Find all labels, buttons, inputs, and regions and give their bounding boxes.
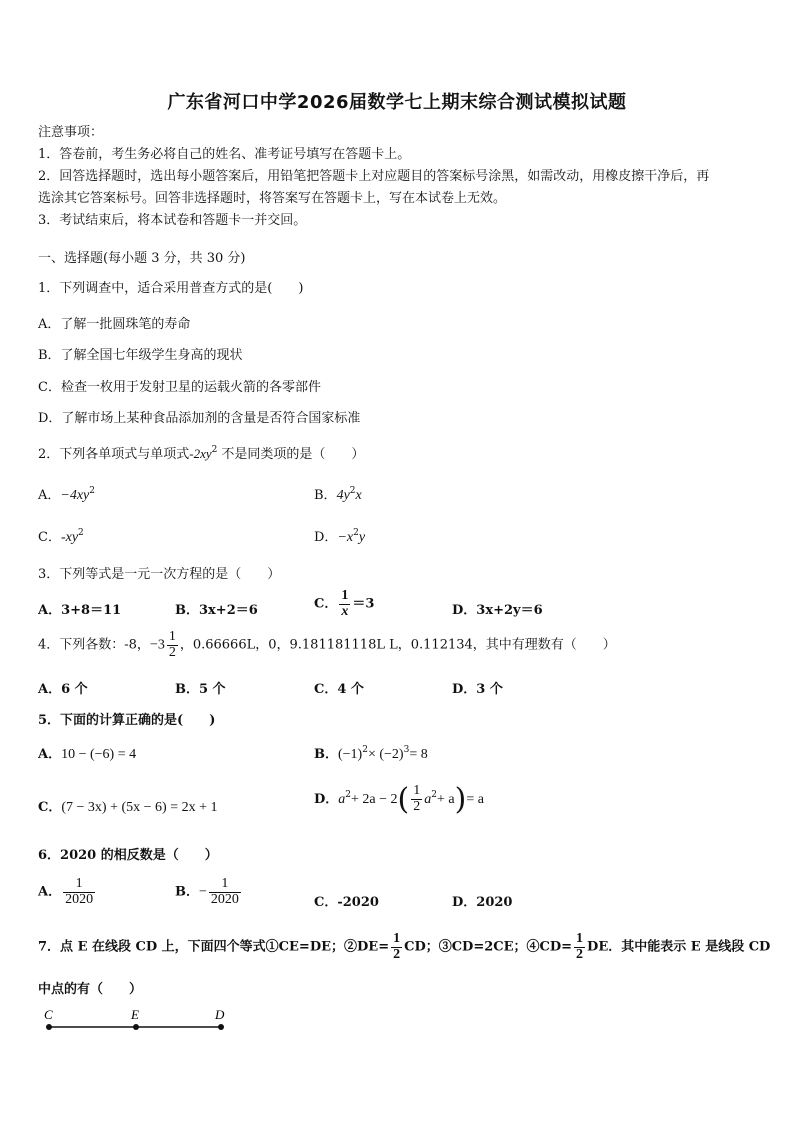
q2-option-d: D．$-x^2y$ [314,528,366,545]
section-heading: 一、选择题(每小题 3 分，共 30 分) [38,251,246,266]
q2-option-b: B．$4y^2x$ [314,486,362,503]
q1-option-c: C．检查一枚用于发射卫星的运载火箭的各零部件 [38,380,321,395]
q3-c-fraction: $\frac{1}{x}$ [341,588,349,619]
q6-option-d: D．2020 [452,895,513,910]
q4-option-c: C．4 个 [314,682,364,697]
point-d-dot [218,1024,224,1030]
q5-option-c: C．(7 − 3x) + (5x − 6) = 2x + 1 [38,800,218,815]
q7-half-fraction-2: $\frac{1}{2}$ [576,931,584,962]
q1-option-a: A．了解一批圆珠笔的寿命 [38,317,191,332]
q5-c-expr: (7 − 3x) + (5x − 6) = 2x + 1 [61,800,218,815]
notice-heading: 注意事项： [38,125,104,140]
q3-stem: 3．下列等式是一元一次方程的是（ ） [38,567,281,582]
q7-stem: 7．点 E 在线段 CD 上，下面四个等式①CE=DE；②DE= $\frac{1}{2}$ CD；③CD=2CE；④CD= $\frac{1}{2}$ DE．其中能表示 E 是线段 CD [38,931,771,962]
q2-option-c: C．$-xy^2$ [38,528,84,545]
q4-stem: 4．下列各数：-8，−3 $\frac{1}{2}$ ，0.66666L，0，9.181181118L L，0.112134，其中有理数有（ ） [38,629,616,660]
q3-option-c: C． $\frac{1}{x}$ ＝3 [314,588,375,619]
q2-c-expr: -xy [60,530,79,545]
q2-b-expr: 4y [336,488,350,503]
q2-option-a: A．$-4xy^2$ [38,486,95,503]
q6-a-fraction: $\frac{1}{2020}$ [65,876,94,907]
q2-d-expr: −x [337,530,354,545]
point-c-label: C [44,1007,53,1022]
q5-a-expr: 10 − (−6) = 4 [61,747,137,762]
q5-option-a: A．10 − (−6) = 4 [38,747,137,762]
q3-option-a: A．3+8＝11 [38,603,122,618]
q5-option-d: D．$a^2+ 2a - 2$( $\frac{1}{2}$ $a^2+ a)= a$ [314,782,484,817]
q6-option-a: A． $\frac{1}{2020}$ [38,876,94,907]
q7-stem-cont: 中点的有（ ） [38,982,143,997]
q3-option-b: B．3x+2＝6 [175,603,258,618]
q5-option-b: B．$(-1)^2\times (-2)^3= 8$ [314,745,428,762]
q3-option-d: D．3x+2y＝6 [452,603,543,618]
q1-option-d: D．了解市场上某种食品添加剂的含量是否符合国家标准 [38,411,361,426]
q6-stem: 6．2020 的相反数是（ ） [38,848,218,863]
q2-stem-exp: 2 [211,445,218,455]
notice-item-2-cont: 选涂其它答案标号。回答非选择题时，将答案写在答题卡上，写在本试卷上无效。 [38,191,507,206]
q6-option-c: C．-2020 [314,895,379,910]
q4-option-b: B．5 个 [175,682,226,697]
q5-d-fraction: $\frac{1}{2}$ [413,783,421,814]
point-c-dot [46,1024,52,1030]
q3-b-expr: 3x+2＝6 [199,603,258,618]
segment-cd-figure [38,1006,238,1036]
q4-option-d: D．3 个 [452,682,503,697]
notice-item-2: 2．回答选择题时，选出每小题答案后，用铅笔把答题卡上对应题目的答案标号涂黑，如需改动，用橡皮擦干净后，再 [38,169,710,184]
q3-d-expr: 3x+2y＝6 [476,603,543,618]
page-title: 广东省河口中学2026届数学七上期末综合测试模拟试题 [167,92,627,113]
q2-a-expr: −4xy [60,488,90,503]
q2-stem-post: 不是同类项的是（ ） [221,447,365,462]
q2-stem-expr: -2xy [189,446,212,461]
q6-option-b: B．− $\frac{1}{2020}$ [175,876,239,907]
q6-b-fraction: $\frac{1}{2020}$ [210,876,239,907]
q2-stem [38,443,364,462]
q4-fraction: $\frac{1}{2}$ [168,629,176,660]
notice-item-1: 1．答卷前，考生务必将自己的姓名、准考证号填写在答题卡上。 [38,147,411,162]
q1-stem: 1．下列调查中，适合采用普查方式的是( ) [38,281,304,296]
notice-item-3: 3．考试结束后，将本试卷和答题卡一并交回。 [38,213,307,228]
q2-stem-pre: 2．下列各单项式与单项式 [38,447,190,462]
q5-stem: 5．下面的计算正确的是( ) [38,713,216,728]
q1-option-b: B．了解全国七年级学生身高的现状 [38,348,243,363]
point-d-label: D [215,1007,225,1022]
q7-half-fraction-1: $\frac{1}{2}$ [393,931,401,962]
q4-option-a: A．6 个 [38,682,88,697]
point-e-dot [133,1024,139,1030]
point-e-label: E [131,1007,139,1022]
